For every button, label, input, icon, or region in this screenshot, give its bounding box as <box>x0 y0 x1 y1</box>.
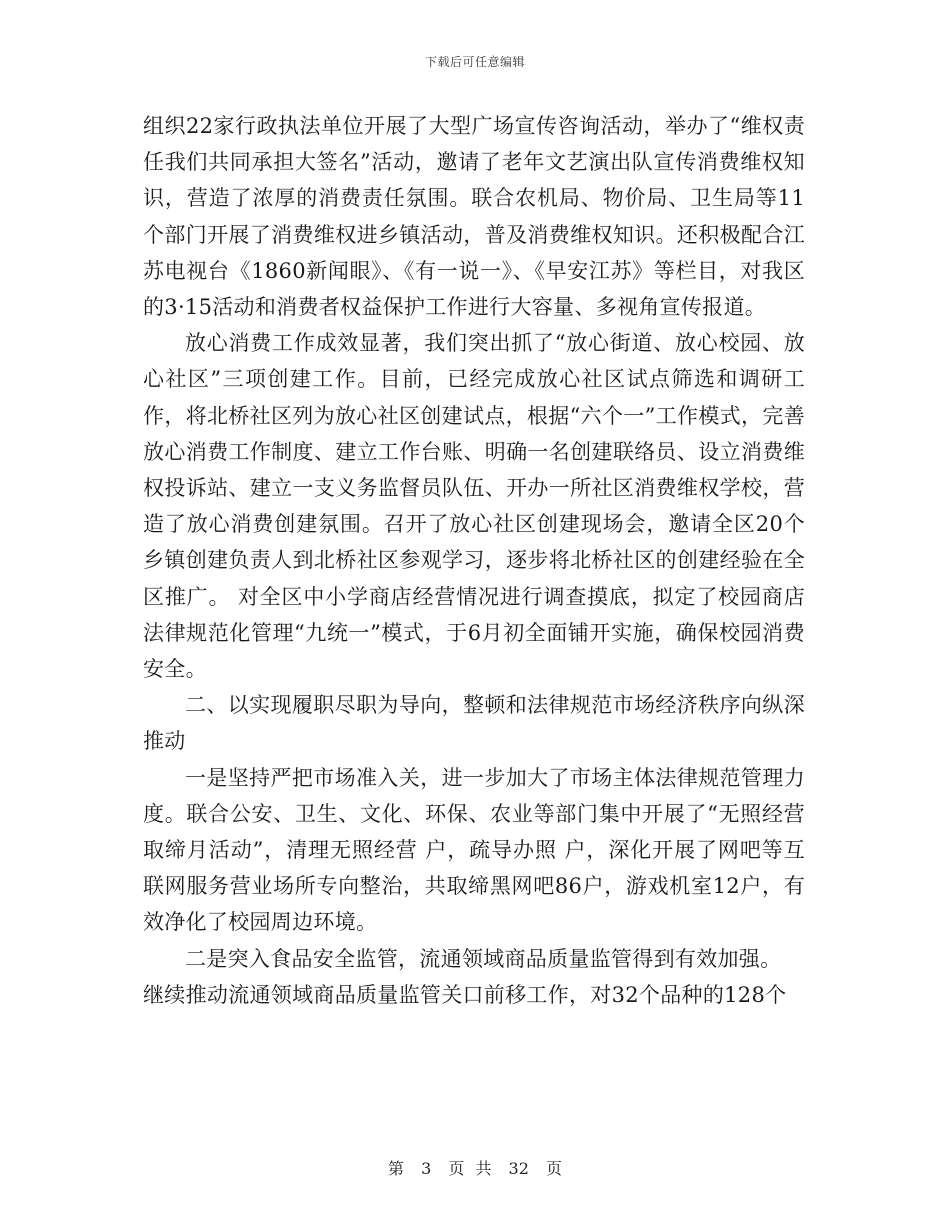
footer-middle: 页 共 <box>448 1159 492 1178</box>
page-body <box>143 108 805 1013</box>
paragraph-3: 一是坚持严把市场准入关，进一步加大了市场主体法律规范管理力度。联合公安、卫生、文化、环保、农业等部门集中开展了“无照经营取缔月活动”，清理无照经营 户，疏导办照 户，深化开展了网吧等互联网服务营业场所专向整治，共取缔黑网吧86户，游戏机室12户，有效净化了校园周边环境。 <box>143 765 805 935</box>
footer-total-pages: 32 <box>508 1159 529 1178</box>
section-heading: 二、以实现履职尽职为导向，整顿和法律规范市场经济秩序向纵深推动 <box>143 693 805 754</box>
page-header: 下载后可任意编辑 <box>424 55 525 69</box>
footer-prefix: 第 <box>387 1159 404 1178</box>
paragraph-4: 二是突入食品安全监管，流通领域商品质量监管得到有效加强。 <box>185 946 782 971</box>
footer-suffix: 页 <box>546 1159 563 1178</box>
paragraph-1: 组织22家行政执法单位开展了大型广场宣传咨询活动，举办了“维权责任我们共同承担大签名”活动，邀请了老年文艺演出队宣传消费维权知识，营造了浓厚的消费责任氛围。联合农机局、物价局、卫生局等11个部门开展了消费维权进乡镇活动，普及消费维权知识。还积极配合江苏电视台《1860新闻眼》、《有一说一》、《早安江苏》等栏目，对我区的3·15活动和消费者权益保护工作进行大容量、多视角宣传报道。 <box>143 114 805 320</box>
page-footer <box>0 1156 950 1179</box>
footer-current-page: 3 <box>421 1159 432 1178</box>
paragraph-5: 继续推动流通领域商品质量监管关口前移工作，对32个品种的128个 <box>143 982 787 1007</box>
paragraph-2: 放心消费工作成效显著，我们突出抓了“放心街道、放心校园、放心社区”三项创建工作。目前，已经完成放心社区试点筛选和调研工作，将北桥社区列为放心社区创建试点，根据“六个一”工作模式，完善放心消费工作制度、建立工作台账、明确一名创建联络员、设立消费维权投诉站、建立一支义务监督员队伍、开办一所社区消费维权学校，营造了放心消费创建氛围。召开了放心社区创建现场会，邀请全区20个乡镇创建负责人到北桥社区参观学习，逐步将北桥社区的创建经验在全区推广。 对全区中小学商店经营情况进行调查摸底，拟定了校园商店法律规范化管理“九统一”模式，于6月初全面铺开实施，确保校园消费安全。 <box>143 331 805 682</box>
